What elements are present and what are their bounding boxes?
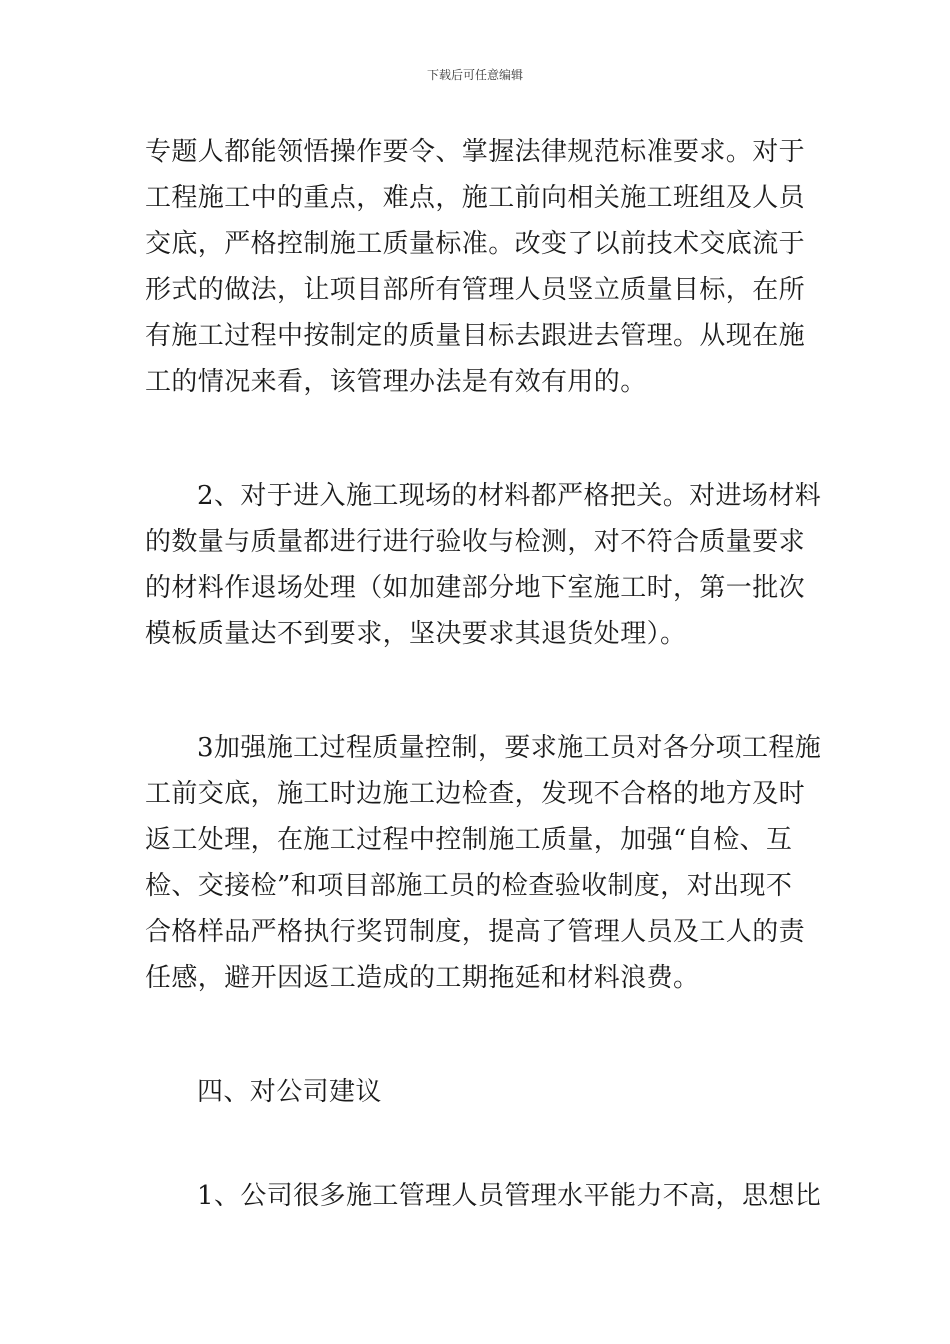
text-line: 专题人都能领悟操作要令、掌握法律规范标准要求。对于 xyxy=(145,137,806,167)
section-heading: 四、对公司建议 xyxy=(197,1077,382,1107)
page-header: 下载后可任意编辑 xyxy=(426,68,523,82)
text-line: 检、交接检”和项目部施工员的检查验收制度，对出现不 xyxy=(145,871,793,901)
text-line: 工程施工中的重点，难点，施工前向相关施工班组及人员 xyxy=(145,183,806,213)
text-line: 1、公司很多施工管理人员管理水平能力不高，思想比 xyxy=(197,1181,822,1211)
text-line: 合格样品严格执行奖罚制度，提高了管理人员及工人的责 xyxy=(145,917,806,947)
text-line: 3加强施工过程质量控制，要求施工员对各分项工程施 xyxy=(197,733,822,763)
text-line: 2、对于进入施工现场的材料都严格把关。对进场材料 xyxy=(197,481,822,511)
text-line: 交底，严格控制施工质量标准。改变了以前技术交底流于 xyxy=(145,229,806,259)
text-line: 工的情况来看，该管理办法是有效有用的。 xyxy=(145,367,647,397)
text-line: 返工处理，在施工过程中控制施工质量，加强“自检、互 xyxy=(145,825,793,855)
text-line: 的数量与质量都进行进行验收与检测，对不符合质量要求 xyxy=(145,527,806,557)
text-line: 模板质量达不到要求，坚决要求其退货处理）。 xyxy=(145,619,687,649)
text-line: 任感，避开因返工造成的工期拖延和材料浪费。 xyxy=(145,963,700,993)
text-line: 形式的做法，让项目部所有管理人员竖立质量目标，在所 xyxy=(145,275,806,305)
text-line: 工前交底，施工时边施工边检查，发现不合格的地方及时 xyxy=(145,779,806,809)
text-line: 的材料作退场处理（如加建部分地下室施工时，第一批次 xyxy=(145,573,806,603)
text-line: 有施工过程中按制定的质量目标去跟进去管理。从现在施 xyxy=(145,321,806,351)
